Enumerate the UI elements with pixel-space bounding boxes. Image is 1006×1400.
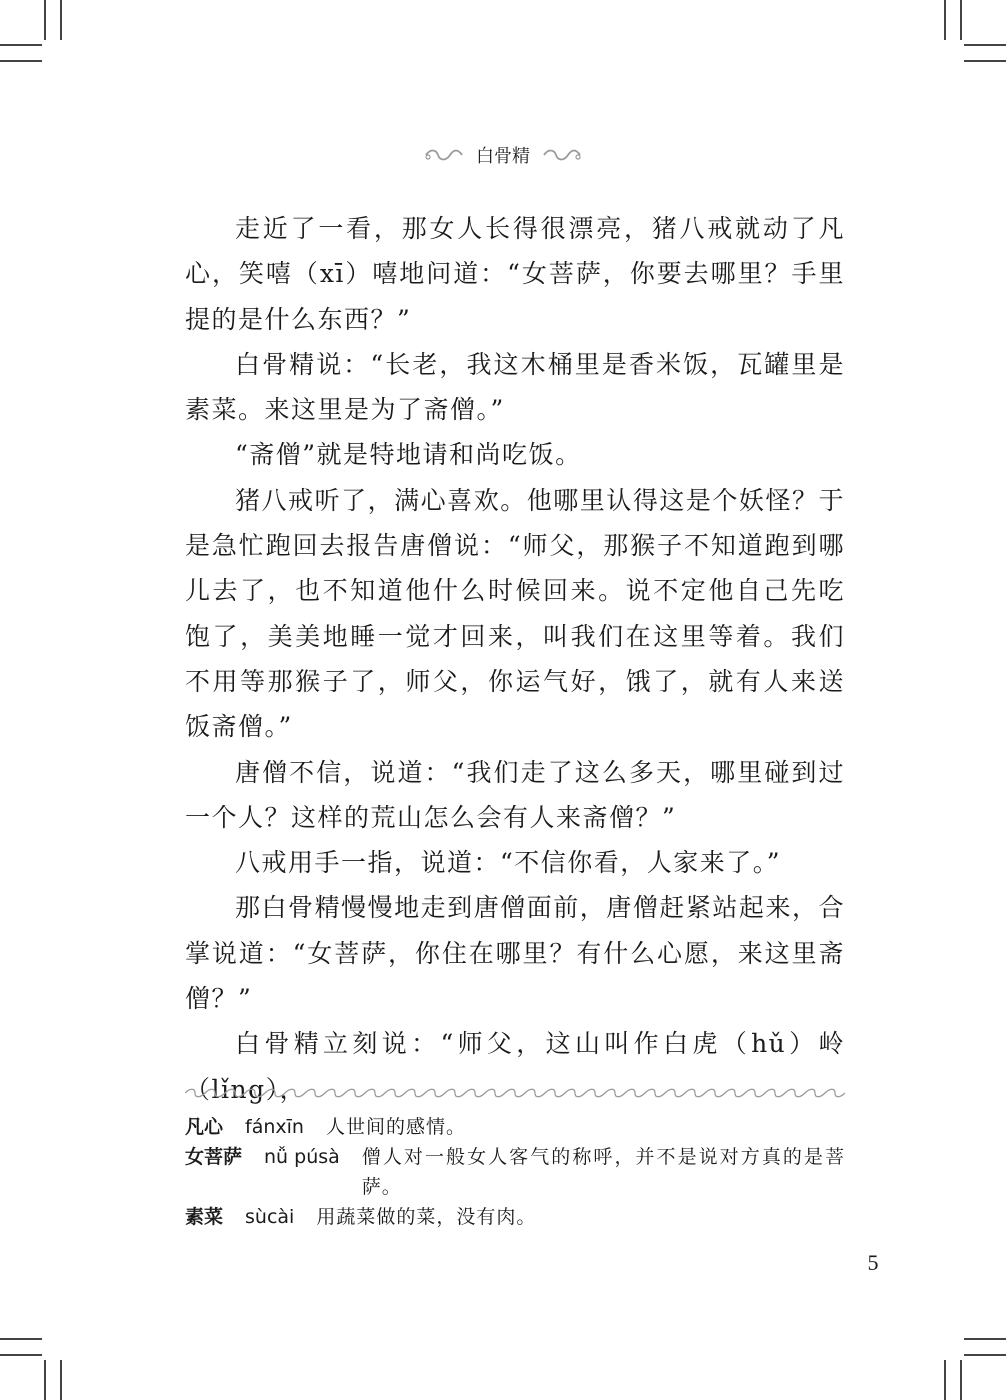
paragraph: 猪八戒听了，满心喜欢。他哪里认得这是个妖怪？于是急忙跑回去报告唐僧说：“师父，那猴子不知道跑到哪儿去了，也不知道他什么时候回来。说不定他自己先吃饱了，美美地睡一觉才回来，叫我们在这里等着。我们不用等那猴子了，师父，你运气好，饿了，就有人来送饭斋僧。” bbox=[185, 485, 845, 742]
glossary-pinyin: fánxīn bbox=[245, 1116, 304, 1138]
paragraph: 走近了一看，那女人长得很漂亮，猪八戒就动了凡心，笑嘻（xī）嘻地问道：“女菩萨，你要去哪里？手里提的是什么东西？” bbox=[185, 214, 845, 334]
crop-mark bbox=[0, 1354, 42, 1356]
crop-mark bbox=[0, 44, 42, 46]
crop-mark bbox=[964, 60, 1006, 62]
crop-mark bbox=[60, 0, 62, 40]
glossary-notes bbox=[185, 1112, 845, 1232]
crop-mark bbox=[0, 60, 42, 62]
glossary-term: 凡心 bbox=[185, 1116, 224, 1138]
crop-mark bbox=[964, 1338, 1006, 1340]
crop-mark bbox=[964, 1354, 1006, 1356]
glossary-entry bbox=[185, 1112, 845, 1142]
ornament-right-icon bbox=[542, 147, 582, 163]
ornament-left-icon bbox=[424, 147, 464, 163]
glossary-entry bbox=[185, 1142, 845, 1202]
crop-mark bbox=[44, 1360, 46, 1400]
glossary-pinyin: nǚ púsà bbox=[264, 1146, 340, 1168]
glossary-pinyin: sùcài bbox=[245, 1206, 295, 1228]
paragraph: 八戒用手一指，说道：“不信你看，人家来了。” bbox=[235, 848, 782, 878]
running-header bbox=[0, 140, 1006, 170]
footnote-divider bbox=[185, 1087, 845, 1099]
glossary-definition: 僧人对一般女人客气的称呼，并不是说对方真的是菩萨。 bbox=[361, 1146, 845, 1198]
paragraph: 白骨精说：“长老，我这木桶里是香米饭，瓦罐里是素菜。来这里是为了斋僧。” bbox=[185, 349, 845, 425]
page-number: 5 bbox=[867, 1250, 879, 1275]
story-text bbox=[185, 206, 845, 1112]
crop-mark bbox=[960, 0, 962, 40]
crop-mark bbox=[964, 44, 1006, 46]
crop-mark bbox=[960, 1360, 962, 1400]
glossary-definition: 用蔬菜做的菜，没有肉。 bbox=[316, 1206, 537, 1228]
crop-mark bbox=[944, 1360, 946, 1400]
glossary-term: 素菜 bbox=[185, 1206, 224, 1228]
paragraph: 白骨精立刻说：“师父，这山叫作白虎（hǔ）岭（lǐng）， bbox=[185, 1029, 845, 1104]
paragraph: 唐僧不信，说道：“我们走了这么多天，哪里碰到过一个人？这样的荒山怎么会有人来斋僧？” bbox=[185, 757, 845, 832]
glossary-definition: 人世间的感情。 bbox=[325, 1116, 466, 1138]
paragraph: “斋僧”就是特地请和尚吃饭。 bbox=[235, 440, 582, 470]
paragraph: 那白骨精慢慢地走到唐僧面前，唐僧赶紧站起来，合掌说道：“女菩萨，你住在哪里？有什么心愿，来这里斋僧？” bbox=[185, 893, 845, 1014]
crop-mark bbox=[44, 0, 46, 40]
header-title: 白骨精 bbox=[476, 146, 530, 167]
glossary-entry bbox=[185, 1202, 845, 1232]
glossary-term: 女菩萨 bbox=[185, 1146, 243, 1168]
crop-mark bbox=[0, 1338, 42, 1340]
crop-mark bbox=[944, 0, 946, 40]
crop-mark bbox=[60, 1360, 62, 1400]
